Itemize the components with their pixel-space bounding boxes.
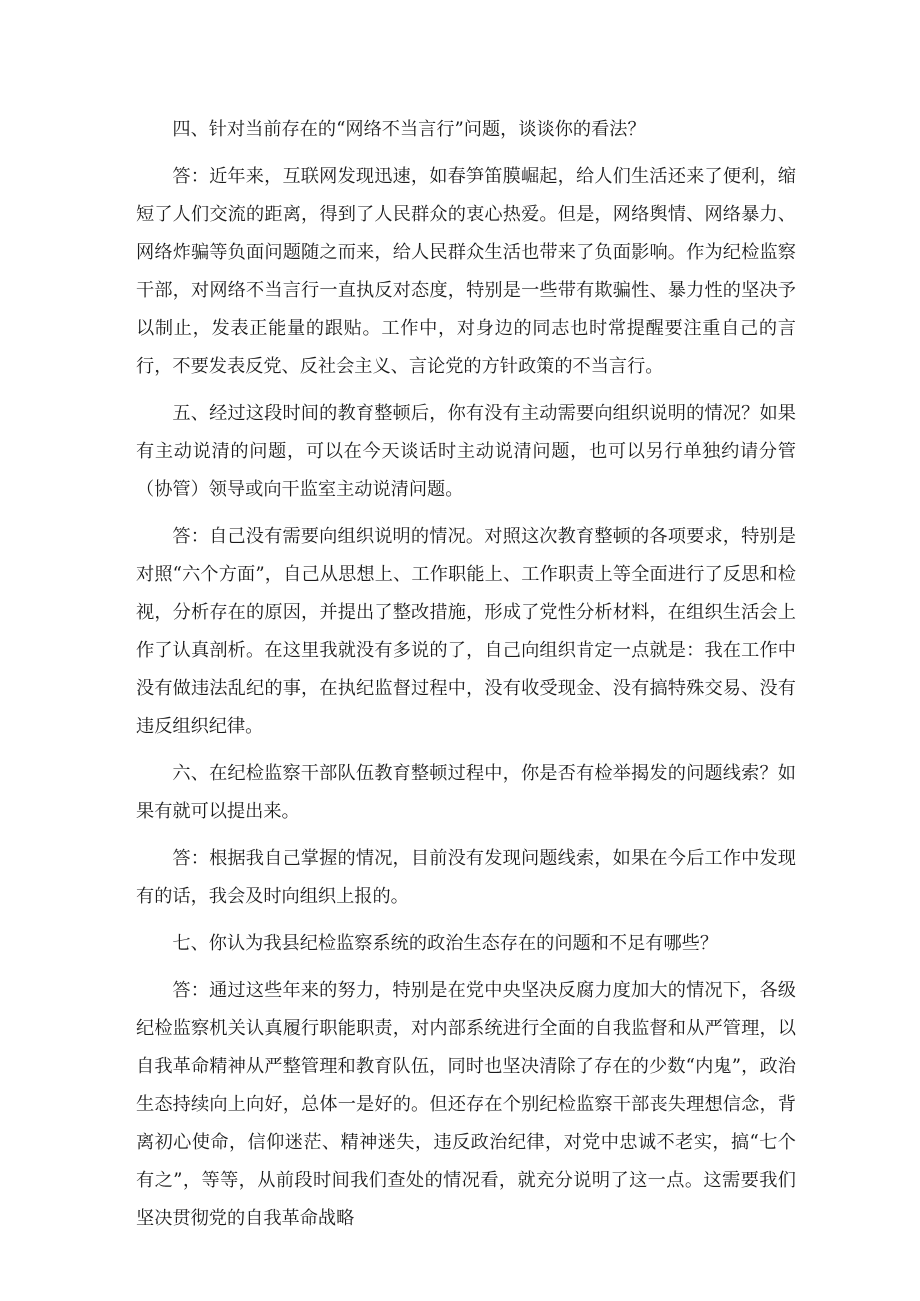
- question-5: 五、经过这段时间的教育整顿后，你有没有主动需要向组织说明的情况？如果有主动说清的问题，可以在今天谈话时主动说清问题，也可以另行单独约请分管（协管）领导或向干监室主动说清问题。: [136, 403, 796, 500]
- question-6: 六、在纪检监察干部队伍教育整顿过程中，你是否有检举揭发的问题线索？如果有就可以提出来。: [136, 763, 796, 822]
- answer-7: 答：通过这些年来的努力，特别是在党中央坚决反腐力度加大的情况下，各级纪检监察机关认真履行职能职责，对内部系统进行全面的自我监督和从严管理，以自我革命精神从严整管理和教育队伍，同时也坚决清除了存在的少数“内鬼”，政治生态持续向上向好，总体一是好的。但还存在个别纪检监察干部丧失理想信念，背离初心使命，信仰迷茫、精神迷失，违反政治纪律，对党中忠诚不老实，搞“七个有之”，等等，从前段时间我们查处的情况看，就充分说明了这一点。这需要我们坚决贯彻党的自我革命战略: [136, 980, 796, 1229]
- answer-6: 答：根据我自己掌握的情况，目前没有发现问题线索，如果在今后工作中发现有的话，我会及时向组织上报的。: [136, 848, 796, 907]
- question-4: 四、针对当前存在的“网络不当言行”问题，谈谈你的看法？: [172, 119, 646, 140]
- answer-5: 答：自己没有需要向组织说明的情况。对照这次教育整顿的各项要求，特别是对照“六个方面”，自己从思想上、工作职能上、工作职责上等全面进行了反思和检视，分析存在的原因，并提出了整改措施，形成了党性分析材料，在组织生活会上作了认真剖析。在这里我就没有多说的了，自己向组织肯定一点就是：我在工作中没有做违法乱纪的事，在执纪监督过程中，没有收受现金、没有搞特殊交易、没有违反组织纪律。: [136, 526, 796, 737]
- answer-4: 答：近年来，互联网发现迅速，如春笋笛膜崛起，给人们生活还来了便利，缩短了人们交流的距离，得到了人民群众的衷心热爱。但是，网络舆情、网络暴力、网络炸骗等负面问题随之而来，给人民群众生活也带来了负面影响。作为纪检监察干部，对网络不当言行一直执反对态度，特别是一些带有欺骗性、暴力性的坚决予以制止，发表正能量的跟贴。工作中，对身边的同志也时常提醒要注重自己的言行，不要发表反党、反社会主义、言论党的方针政策的不当言行。: [136, 166, 796, 377]
- question-7: 七、你认为我县纪检监察系统的政治生态存在的问题和不足有哪些？: [172, 933, 719, 954]
- document-body: [136, 111, 796, 1247]
